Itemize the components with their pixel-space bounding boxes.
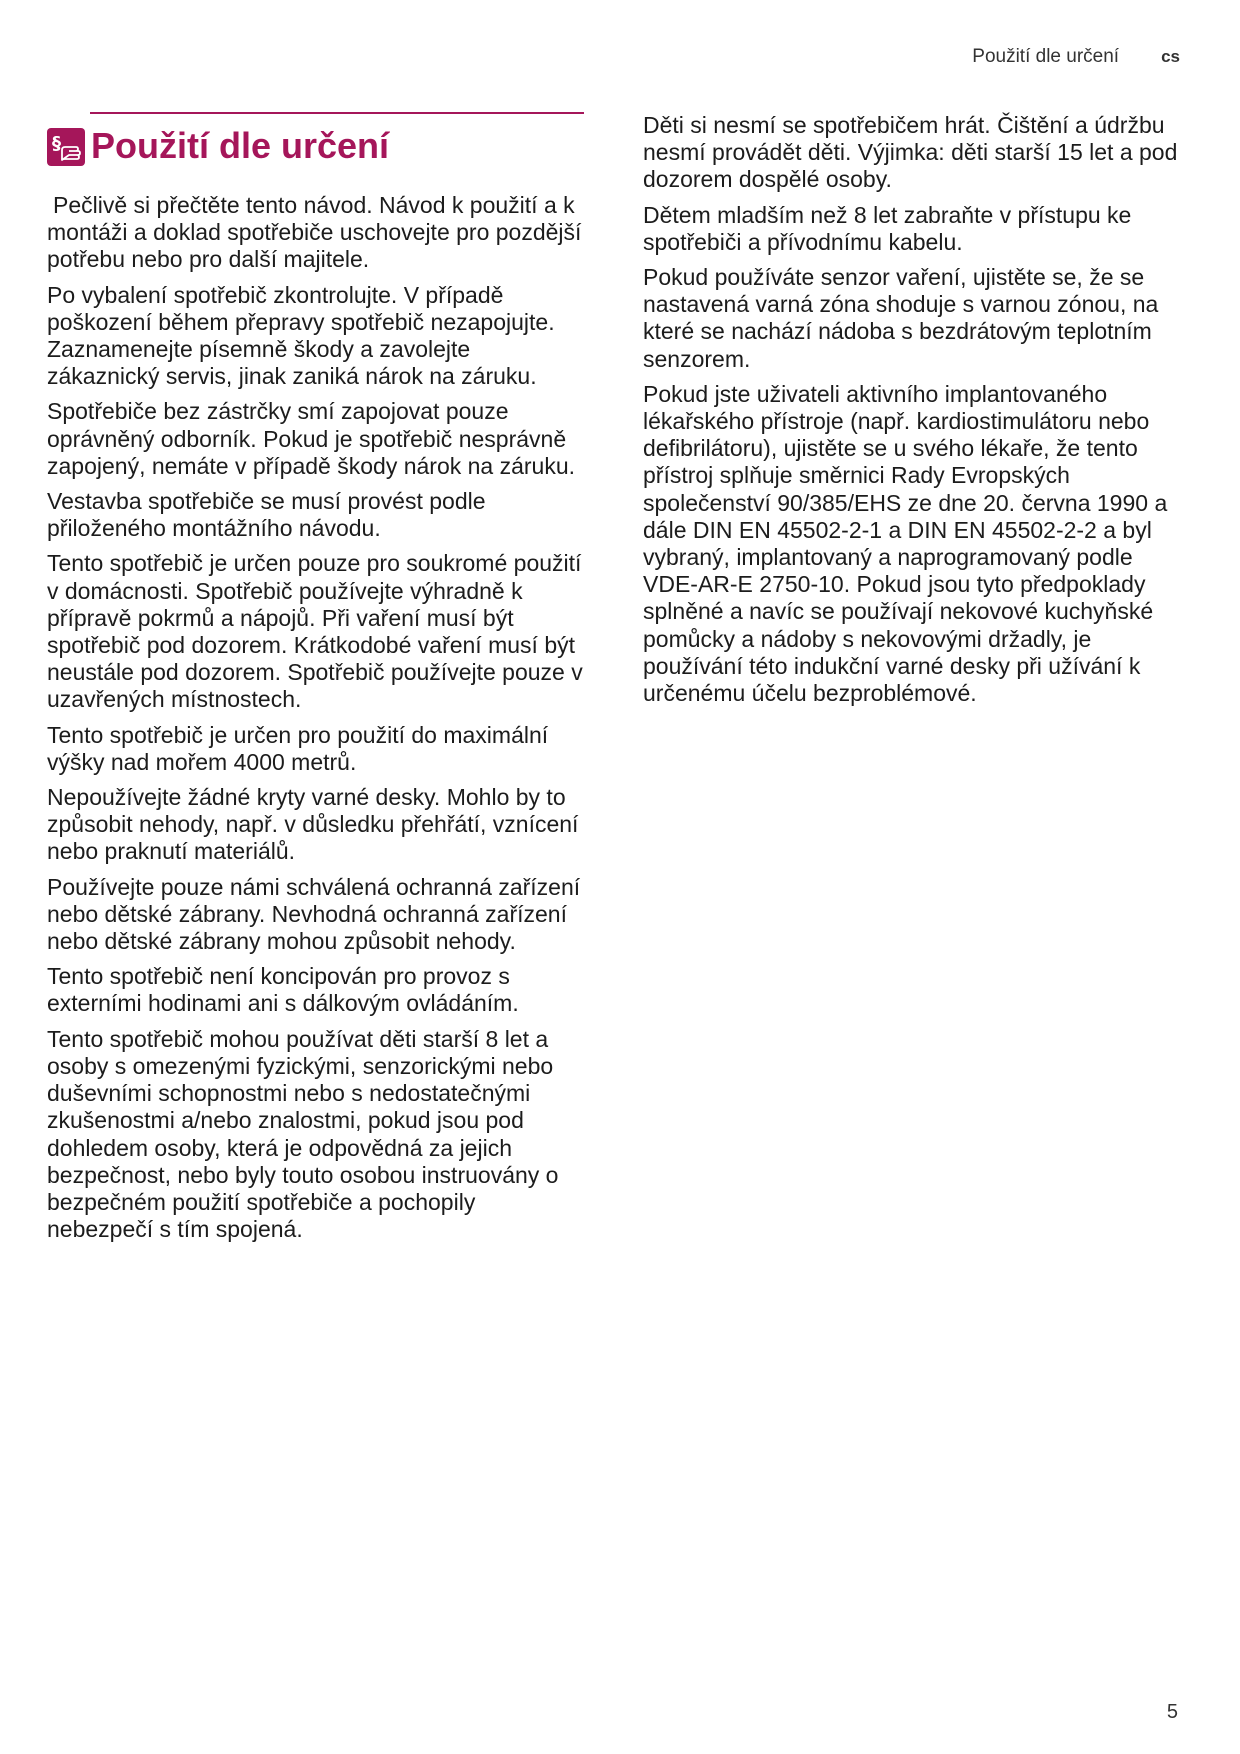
left-column (47, 112, 587, 1251)
paragraph: Vestavba spotřebiče se musí provést podle přiloženého montážního návodu. (47, 488, 486, 542)
paragraph: Používejte pouze námi schválená ochranná zařízení nebo dětské zábrany. Nevhodná ochranná zařízení nebo dětské zábrany mohou způsobit nehody. (47, 873, 581, 955)
section-title: Použití dle určení (91, 125, 390, 166)
paragraph: Tento spotřebič je určen pro použití do maximální výšky nad mořem 4000 metrů. (47, 721, 549, 775)
paragraph: Dětem mladším než 8 let zabraňte v přístupu ke spotřebiči a přívodnímu kabelu. (643, 201, 1132, 255)
paragraph: Pokud používáte senzor vaření, ujistěte se, že se nastavená varná zóna shoduje s varnou zónou, na které se nachází nádoba s bezdrátovým teplotním senzorem. (643, 264, 1159, 372)
right-column (643, 112, 1183, 715)
svg-text:§: § (52, 133, 61, 154)
paragraph: Tento spotřebič je určen pouze pro soukromé použití v domácnosti. Spotřebič používejte výhradně k přípravě pokrmů a nápojů. Při vaření musí být spotřebič pod dozorem. Krátkodobé vaření musí být neustále pod dozorem. Spotřebič používejte pouze v uzavřených místnostech. (47, 550, 583, 713)
page-number: 5 (1166, 1701, 1178, 1723)
paragraph: Děti si nesmí se spotřebičem hrát. Čištění a údržbu nesmí provádět děti. Výjimka: děti starší 15 let a pod dozorem dospělé osoby. (643, 112, 1178, 193)
paragraph: Po vybalení spotřebič zkontrolujte. V případě poškození během přepravy spotřebič nezapojujte. Zaznamenejte písemně škody a zavolejte zákaznický servis, jinak zaniká nárok na záruku. (47, 281, 555, 390)
paragraph: Tento spotřebič není koncipován pro provoz s externími hodinami ani s dálkovým ovládáním. (47, 963, 519, 1017)
language-code: cs (1161, 47, 1180, 66)
running-header (972, 46, 1180, 76)
paragraph: Tento spotřebič mohou používat děti starší 8 let a osoby s omezenými fyzickými, senzorickými nebo duševními schopnostmi nebo s nedostatečnými zkušenostmi a/nebo znalostmi, pokud jsou pod dohledem osoby, která je odpovědná za jejich bezpečnost, nebo byly touto osobou instruovány o bezpečném použití spotřebiče a pochopily nebezpečí s tím spojená. (47, 1025, 559, 1243)
paragraph: Pokud jste uživateli aktivního implantovaného lékařského přístroje (např. kardiostimulátoru nebo defibrilátoru), ujistěte se u svého lékaře, že tento přístroj splňuje směrnici Rady Evropských společenství 90/385/EHS ze dne 20. června 1990 a dále DIN EN 45502-2-1 a DIN EN 45502-2-2 a byl vybraný, implantovaný a naprogramovaný podle VDE-AR-E 2750-10. Pokud jsou tyto předpoklady splněné a navíc se používají nekovové kuchyňské pomůcky a nádoby s nekovovými držadly, je používání této indukční varné desky při užívání k určenému účelu bezproblémové. (643, 380, 1168, 707)
paragraph: Spotřebiče bez zástrčky smí zapojovat pouze oprávněný odborník. Pokud je spotřebič nesprávně zapojený, nemáte v případě škody nárok na záruku. (47, 398, 576, 479)
section-heading (47, 112, 584, 172)
running-title: Použití dle určení (972, 46, 1120, 67)
paragraph: Pečlivě si přečtěte tento návod. Návod k použití a k montáži a doklad spotřebiče uschovejte pro pozdější potřebu nebo pro další majitele. (47, 192, 582, 273)
section-hand-icon (47, 128, 85, 166)
paragraph: Nepoužívejte žádné kryty varné desky. Mohlo by to způsobit nehody, např. v důsledku přehřátí, vznícení nebo praknutí materiálů. (47, 784, 579, 865)
